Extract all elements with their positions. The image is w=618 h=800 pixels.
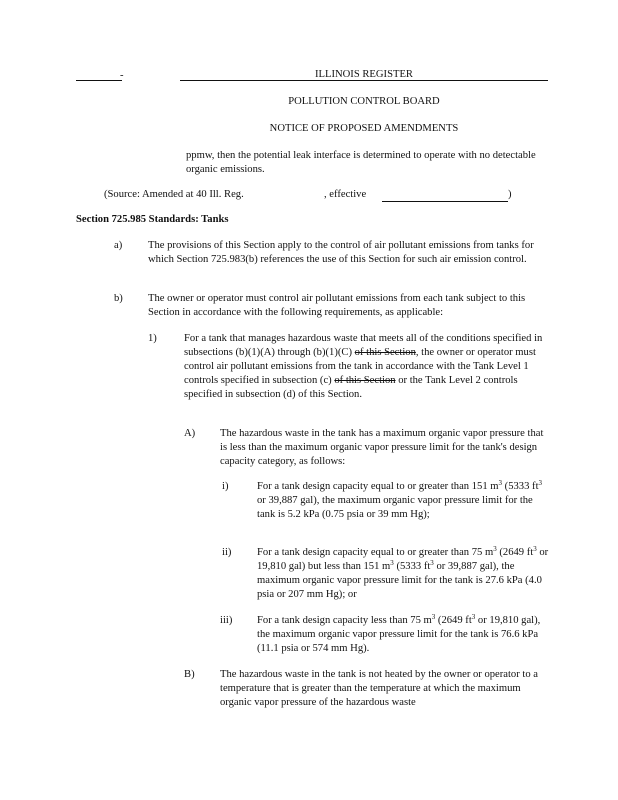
para-ii-text-2: (2649 ft	[499, 547, 534, 558]
para-A-label: A)	[184, 428, 196, 439]
register-title: ILLINOIS REGISTER	[315, 69, 413, 80]
header-left-mark: -	[120, 70, 124, 81]
para-ii-sup-1: 3	[493, 545, 497, 553]
para-b1-struck-1: of this Section	[354, 347, 416, 358]
para-iii-sup-1: 3	[431, 613, 436, 621]
board-name: POLLUTION CONTROL BOARD	[288, 96, 440, 107]
para-iii-text	[257, 614, 549, 656]
para-iii-sup-2: 3	[471, 613, 476, 621]
para-a-text: The provisions of this Section apply to the control of air pollutant emissions from tanks for which Section 725.983(b) references the use of this Section for such air emission control.	[148, 240, 534, 265]
para-B-label: B)	[184, 669, 195, 680]
para-a-label: a)	[114, 240, 123, 251]
header-left-rule	[76, 80, 122, 81]
para-b-text: The owner or operator must control air pollutant emissions from each tank subject to this Section in accordance with the following requirements, as applicable:	[148, 293, 526, 318]
para-b1-label: 1)	[148, 333, 157, 344]
para-i-label: i)	[222, 481, 229, 492]
para-iii-text-1: For a tank design capacity less than 75 m	[257, 615, 432, 626]
para-b1-text-2: , the owner or operator must control air pollutant emissions from the tank in accordance with the Tank Level 1 controls specified in subsection (c)	[184, 347, 536, 386]
para-ii-sup-3: 3	[390, 559, 394, 567]
para-i-sup-2: 3	[538, 479, 543, 487]
para-ii-text-4: (5333 ft	[396, 561, 431, 572]
source-prefix: (Source: Amended at 40 Ill. Reg.	[104, 189, 244, 200]
para-b1-text-1: For a tank that manages hazardous waste that meets all of the conditions specified in subsections (b)(1)(A) through (b)(1)(C)	[184, 333, 543, 358]
para-B-text: The hazardous waste in the tank is not heated by the owner or operator to a temperature that is greater than the temperature at which the maximum organic vapor pressure of the hazardous waste	[220, 669, 538, 708]
para-i-text	[257, 480, 545, 522]
para-b1-struck-2: of this Section	[334, 375, 396, 386]
para-ii-label: ii)	[222, 547, 232, 558]
para-i-text-1: For a tank design capacity equal to or greater than 151 m	[257, 481, 499, 492]
para-ii-text	[257, 546, 549, 602]
para-iii-label: iii)	[220, 615, 233, 626]
para-iii-text-2: (2649 ft	[437, 615, 472, 626]
para-iii-text-3: or 19,810 gal), the maximum organic vapor pressure limit for the tank is 76.6 kPa (11.1 psia or 574 mm Hg).	[257, 615, 541, 654]
notice-title: NOTICE OF PROPOSED AMENDMENTS	[269, 123, 459, 134]
source-close: )	[508, 189, 512, 200]
effective-date-blank	[382, 201, 508, 202]
para-i-text-2: (5333 ft	[504, 481, 539, 492]
para-b1-text-3: or the Tank Level 2 controls specified in subsection (d) of this Section.	[184, 375, 518, 400]
para-ii-text-3: or 19,810 gal) but less than 151 m	[257, 547, 549, 572]
para-ii-text-5: or 39,887 gal), the maximum organic vapor pressure limit for the tank is 27.6 kPa (4.0 psia or 207 mm Hg); or	[257, 561, 542, 600]
para-ii-text-1: For a tank design capacity equal to or greater than 75 m	[257, 547, 494, 558]
continuation-text: ppmw, then the potential leak interface is determined to operate with no detectable organic emissions.	[186, 150, 536, 175]
para-b1-text	[184, 332, 550, 402]
para-ii-sup-2: 3	[533, 545, 537, 553]
para-i-text-3: or 39,887 gal), the maximum organic vapor pressure limit for the tank is 5.2 kPa (0.75 psia or 39 mm Hg);	[257, 495, 533, 520]
para-A-text: The hazardous waste in the tank has a maximum organic vapor pressure that is less than the maximum organic vapor pressure limit for the tank's design capacity category, as follows:	[220, 428, 544, 467]
para-i-sup-1: 3	[498, 479, 503, 487]
para-b-label: b)	[114, 293, 123, 304]
section-heading: Section 725.985 Standards: Tanks	[76, 214, 229, 225]
para-ii-sup-4: 3	[430, 559, 434, 567]
source-effective: , effective	[324, 189, 367, 200]
